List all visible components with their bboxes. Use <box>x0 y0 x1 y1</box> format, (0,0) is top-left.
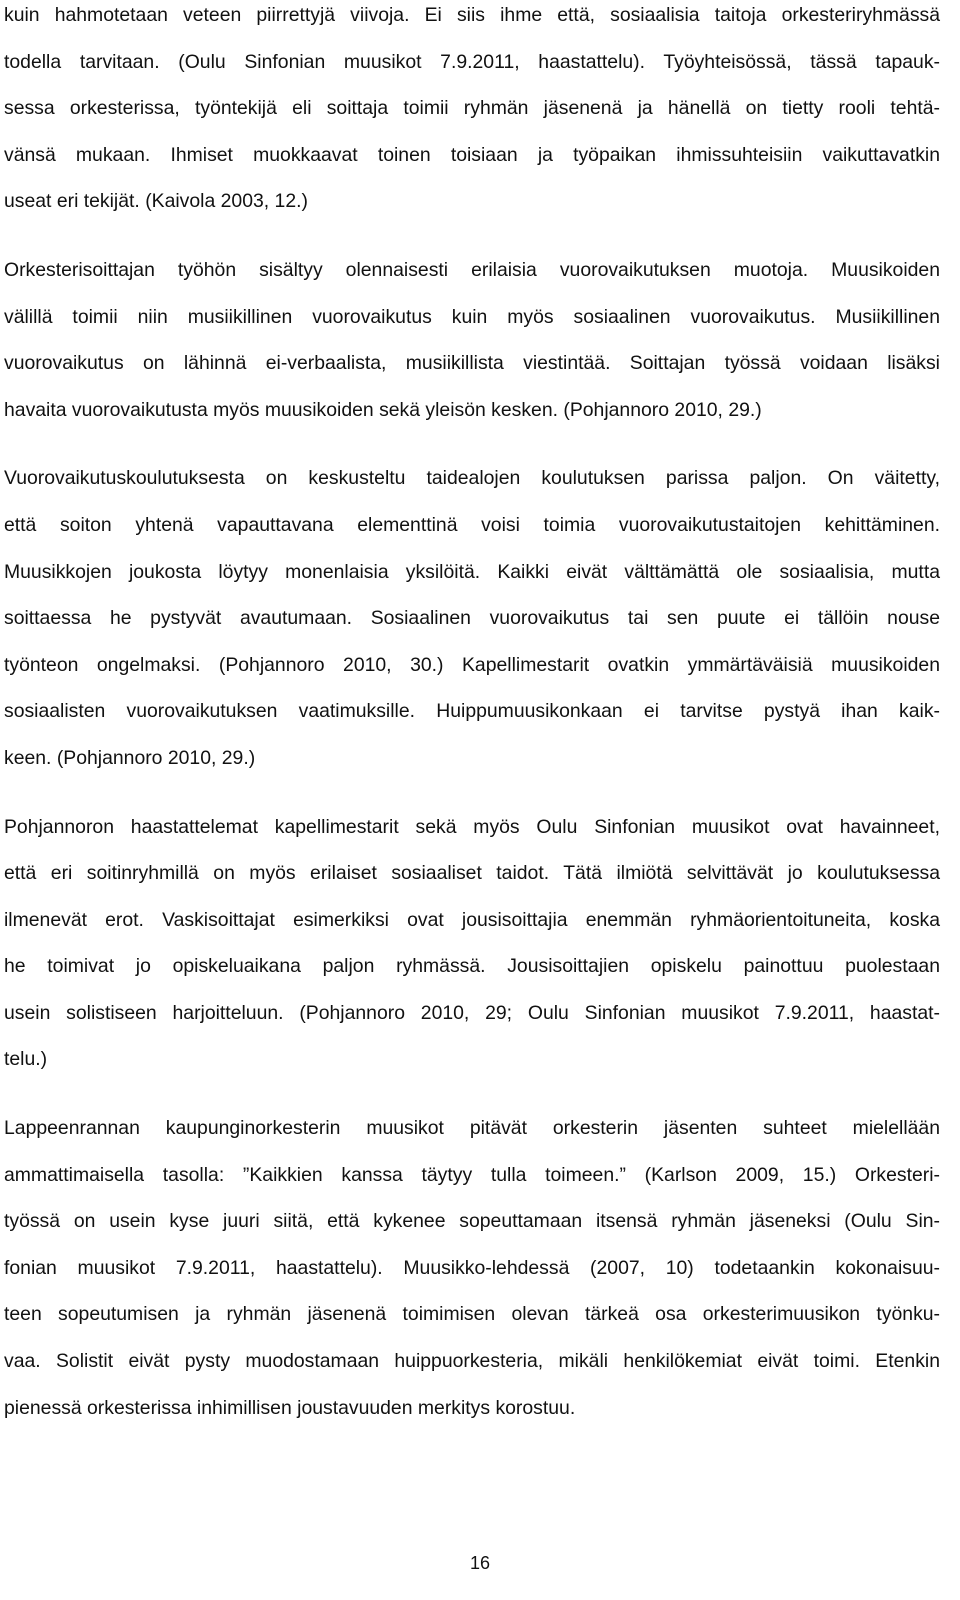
text-line: välillä toimii niin musiikillinen vuorovaikutus kuin myös sosiaalinen vuorovaikutus. Musiikillinen <box>4 305 940 328</box>
text-line: teen sopeutumisen ja ryhmän jäsenenä toimimisen olevan tärkeä osa orkesterimuusikon työnku- <box>4 1303 940 1326</box>
text-line: useat eri tekijät. (Kaivola 2003, 12.) <box>4 190 308 213</box>
text-line: kuin hahmotetaan veteen piirrettyjä viivoja. Ei siis ihme että, sosiaalisia taitoja orkesteriryhmässä <box>4 4 940 26</box>
text-line: havaita vuorovaikutusta myös muusikoiden sekä yleisön kesken. (Pohjannoro 2010, 29.) <box>4 398 762 421</box>
text-line: fonian muusikot 7.9.2011, haastattelu). Muusikko-lehdessä (2007, 10) todetaankin kokonaisuu- <box>4 1256 940 1279</box>
text-line: työssä on usein kyse juuri siitä, että kykenee sopeuttamaan itsensä ryhmän jäseneksi (Oulu Sin- <box>4 1210 940 1233</box>
text-line: työnteon ongelmaksi. (Pohjannoro 2010, 30.) Kapellimestarit ovatkin ymmärtäväisiä muusikoiden <box>4 653 940 676</box>
page-number: 16 <box>469 1553 491 1573</box>
text-line: ammattimaisella tasolla: ”Kaikkien kanssa täytyy tulla toimeen.” (Karlson 2009, 15.) Orkesteri- <box>4 1163 940 1186</box>
paragraph <box>4 1105 940 1431</box>
text-line: vaa. Solistit eivät pysty muodostamaan huippuorkesteria, mikäli henkilökemiat eivät toimi. Etenkin <box>4 1350 940 1373</box>
text-line: pienessä orkesterissa inhimillisen joustavuuden merkitys korostuu. <box>4 1396 576 1419</box>
paragraph <box>4 0 940 225</box>
text-line: Vuorovaikutuskoulutuksesta on keskusteltu taidealojen koulutuksen parissa paljon. On väitetty, <box>4 467 940 490</box>
text-line: Pohjannoron haastattelemat kapellimestarit sekä myös Oulu Sinfonian muusikot ovat havainneet, <box>4 815 940 838</box>
text-line: vänsä mukaan. Ihmiset muokkaavat toinen toisiaan ja työpaikan ihmissuhteisiin vaikuttavatkin <box>4 143 940 166</box>
text-line: todella tarvitaan. (Oulu Sinfonian muusikot 7.9.2011, haastattelu). Työyhteisössä, tässä tapauk- <box>4 50 940 73</box>
text-line: Lappeenrannan kaupunginorkesterin muusikot pitävät orkesterin jäsenten suhteet mielellään <box>4 1117 940 1140</box>
paragraph <box>4 455 940 781</box>
text-line: että soiton yhtenä vapauttavana elementtinä voisi toimia vuorovaikutustaitojen kehittäminen. <box>4 513 940 536</box>
paragraph <box>4 804 940 1084</box>
text-line: keen. (Pohjannoro 2010, 29.) <box>4 746 256 769</box>
paragraph <box>4 247 940 433</box>
text-line: sessa orkesterissa, työntekijä eli soittaja toimii ryhmän jäsenenä ja hänellä on tietty rooli tehtä- <box>4 97 940 120</box>
text-line: usein solistiseen harjoitteluun. (Pohjannoro 2010, 29; Oulu Sinfonian muusikot 7.9.2011, haastat- <box>4 1001 940 1024</box>
text-line: sosiaalisten vuorovaikutuksen vaatimuksille. Huippumuusikonkaan ei tarvitse pystyä ihan kaik- <box>4 700 940 723</box>
text-line: he toimivat jo opiskeluaikana paljon ryhmässä. Jousisoittajien opiskelu painottuu puolestaan <box>4 955 940 978</box>
text-line: telu.) <box>4 1048 48 1071</box>
body-text <box>4 0 940 1431</box>
paragraph-gap <box>4 433 940 455</box>
paragraph-gap <box>4 225 940 247</box>
text-line: että eri soitinryhmillä on myös erilaiset sosiaaliset taidot. Tätä ilmiötä selvittävät jo koulutuksessa <box>4 862 940 885</box>
paragraph-gap <box>4 782 940 804</box>
text-line: Muusikkojen joukosta löytyy monenlaisia yksilöitä. Kaikki eivät välttämättä ole sosiaalisia, mutta <box>4 560 940 583</box>
text-line: vuorovaikutus on lähinnä ei-verbaalista, musiikillista viestintää. Soittajan työssä voidaan lisäksi <box>4 352 940 375</box>
text-line: ilmenevät erot. Vaskisoittajat esimerkiksi ovat jousisoittajia enemmän ryhmäorientoituneita, koska <box>4 908 940 931</box>
text-line: soittaessa he pystyvät avautumaan. Sosiaalinen vuorovaikutus tai sen puute ei tällöin nouse <box>4 607 940 630</box>
paragraph-gap <box>4 1083 940 1105</box>
text-line: Orkesterisoittajan työhön sisältyy olennaisesti erilaisia vuorovaikutuksen muotoja. Muusikoiden <box>4 258 940 281</box>
